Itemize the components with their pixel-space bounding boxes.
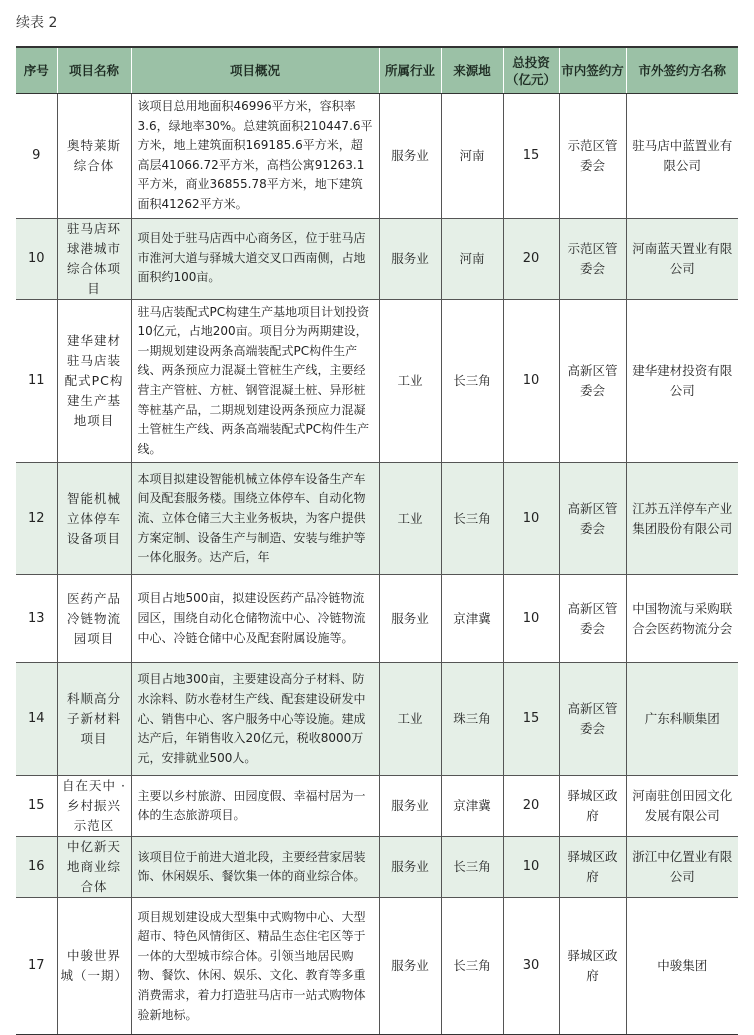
cell-local-signer: 示范区管委会: [559, 94, 626, 219]
cell-seq: 9: [16, 94, 57, 219]
header-seq: 序号: [16, 47, 57, 94]
cell-seq: 15: [16, 776, 57, 837]
cell-seq: 12: [16, 463, 57, 575]
cell-outside-signer: 河南蓝天置业有限公司: [626, 218, 738, 299]
header-overview: 项目概况: [131, 47, 379, 94]
cell-source: 河南: [441, 218, 503, 299]
cell-local-signer: 驿城区政府: [559, 898, 626, 1035]
cell-seq: 16: [16, 837, 57, 898]
table-row: [16, 776, 738, 837]
cell-outside-signer: 中国物流与采购联合会医药物流分会: [626, 575, 738, 663]
cell-investment: 10: [503, 299, 559, 463]
cell-overview: 主要以乡村旅游、田园度假、幸福村居为一体的生态旅游项目。: [131, 776, 379, 837]
table-row: [16, 218, 738, 299]
cell-seq: 14: [16, 663, 57, 776]
cell-investment: 15: [503, 94, 559, 219]
cell-source: 长三角: [441, 463, 503, 575]
table-row: [16, 463, 738, 575]
header-outside-signer: 市外签约方名称: [626, 47, 738, 94]
cell-seq: 10: [16, 218, 57, 299]
cell-overview: 项目处于驻马店西中心商务区，位于驻马店市淮河大道与驿城大道交叉口西南侧，占地面积约100亩。: [131, 218, 379, 299]
cell-local-signer: 驿城区政府: [559, 837, 626, 898]
cell-source: 河南: [441, 94, 503, 219]
cell-industry: 服务业: [379, 575, 441, 663]
cell-seq: 13: [16, 575, 57, 663]
cell-industry: 工业: [379, 663, 441, 776]
cell-industry: 服务业: [379, 94, 441, 219]
cell-project-name: 中亿新天地商业综合体: [57, 837, 131, 898]
header-local-signer: 市内签约方: [559, 47, 626, 94]
cell-outside-signer: 建华建材投资有限公司: [626, 299, 738, 463]
cell-local-signer: 高新区管委会: [559, 575, 626, 663]
cell-industry: 工业: [379, 299, 441, 463]
cell-source: 京津冀: [441, 575, 503, 663]
table-row: [16, 898, 738, 1035]
cell-source: 长三角: [441, 837, 503, 898]
cell-project-name: 建华建材驻马店装配式PC构建生产基地项目: [57, 299, 131, 463]
cell-investment: 30: [503, 898, 559, 1035]
cell-industry: 服务业: [379, 837, 441, 898]
cell-project-name: 奥特莱斯综合体: [57, 94, 131, 219]
cell-project-name: 科顺高分子新材料项目: [57, 663, 131, 776]
cell-local-signer: 高新区管委会: [559, 463, 626, 575]
cell-source: 京津冀: [441, 776, 503, 837]
table-row: [16, 575, 738, 663]
cell-overview: 该项目总用地面积46996平方米，容积率3.6，绿地率30%。总建筑面积210447.6平方米，地上建筑面积169185.6平方米，超高层41066.72平方米，高档公寓91263.1平方米，商业36855.78平方米，地下建筑面积41262平方米。: [131, 94, 379, 219]
cell-industry: 服务业: [379, 898, 441, 1035]
cell-project-name: 中骏世界城（一期）: [57, 898, 131, 1035]
cell-seq: 17: [16, 898, 57, 1035]
table-row: [16, 94, 738, 219]
projects-table: [16, 46, 738, 1035]
cell-project-name: 自在天中 · 乡村振兴示范区: [57, 776, 131, 837]
cell-investment: 15: [503, 663, 559, 776]
cell-source: 长三角: [441, 898, 503, 1035]
cell-outside-signer: 江苏五洋停车产业集团股份有限公司: [626, 463, 738, 575]
table-row: [16, 299, 738, 463]
cell-overview: 项目占地300亩，主要建设高分子材料、防水涂料、防水卷材生产线、配套建设研发中心、销售中心、客户服务中心等设施。建成达产后，年销售收入20亿元，税收8000万元，安排就业500人。: [131, 663, 379, 776]
header-row: [16, 47, 738, 94]
cell-industry: 工业: [379, 463, 441, 575]
cell-project-name: 医药产品冷链物流园项目: [57, 575, 131, 663]
cell-overview: 该项目位于前进大道北段，主要经营家居装饰、休闲娱乐、餐饮集一体的商业综合体。: [131, 837, 379, 898]
table-caption: 续表 2: [16, 15, 58, 31]
cell-overview: 项目规划建设成大型集中式购物中心、大型超市、特色风情街区、精品生态住宅区等于一体的大型城市综合体。引领当地居民购物、餐饮、休闲、娱乐、文化、教育等多重消费需求，着力打造驻马店市一站式购物体验新地标。: [131, 898, 379, 1035]
table-row: [16, 663, 738, 776]
cell-investment: 10: [503, 575, 559, 663]
cell-project-name: 驻马店环球港城市综合体项目: [57, 218, 131, 299]
header-industry: 所属行业: [379, 47, 441, 94]
cell-outside-signer: 浙江中亿置业有限公司: [626, 837, 738, 898]
cell-local-signer: 示范区管委会: [559, 218, 626, 299]
cell-investment: 20: [503, 218, 559, 299]
cell-source: 长三角: [441, 299, 503, 463]
cell-overview: 驻马店装配式PC构建生产基地项目计划投资10亿元，占地200亩。项目分为两期建设，一期规划建设两条高端装配式PC构件生产线、两条预应力混凝土管桩生产线，主要经营主产管桩、方桩、钢管混凝土桩、异形桩等桩基产品，二期规划建设两条预应力混凝土管桩生产线、两条高端装配式PC构件生产线。: [131, 299, 379, 463]
cell-local-signer: 高新区管委会: [559, 299, 626, 463]
header-source: 来源地: [441, 47, 503, 94]
cell-project-name: 智能机械立体停车设备项目: [57, 463, 131, 575]
cell-outside-signer: 中骏集团: [626, 898, 738, 1035]
cell-investment: 10: [503, 463, 559, 575]
cell-seq: 11: [16, 299, 57, 463]
header-investment: 总投资 （亿元）: [503, 47, 559, 94]
cell-outside-signer: 广东科顺集团: [626, 663, 738, 776]
cell-local-signer: 驿城区政府: [559, 776, 626, 837]
header-name: 项目名称: [57, 47, 131, 94]
cell-investment: 20: [503, 776, 559, 837]
cell-local-signer: 高新区管委会: [559, 663, 626, 776]
cell-overview: 项目占地500亩，拟建设医药产品冷链物流园区，围绕自动化仓储物流中心、冷链物流中心、冷链仓储中心及配套附属设施等。: [131, 575, 379, 663]
cell-outside-signer: 驻马店中蓝置业有限公司: [626, 94, 738, 219]
cell-industry: 服务业: [379, 776, 441, 837]
cell-source: 珠三角: [441, 663, 503, 776]
cell-outside-signer: 河南驻创田园文化发展有限公司: [626, 776, 738, 837]
cell-investment: 10: [503, 837, 559, 898]
cell-overview: 本项目拟建设智能机械立体停车设备生产车间及配套服务楼。围绕立体停车、自动化物流、立体仓储三大主业务板块，为客户提供方案定制、设备生产与制造、安装与维护等一体化服务。达产后，年: [131, 463, 379, 575]
cell-industry: 服务业: [379, 218, 441, 299]
table-row: [16, 837, 738, 898]
